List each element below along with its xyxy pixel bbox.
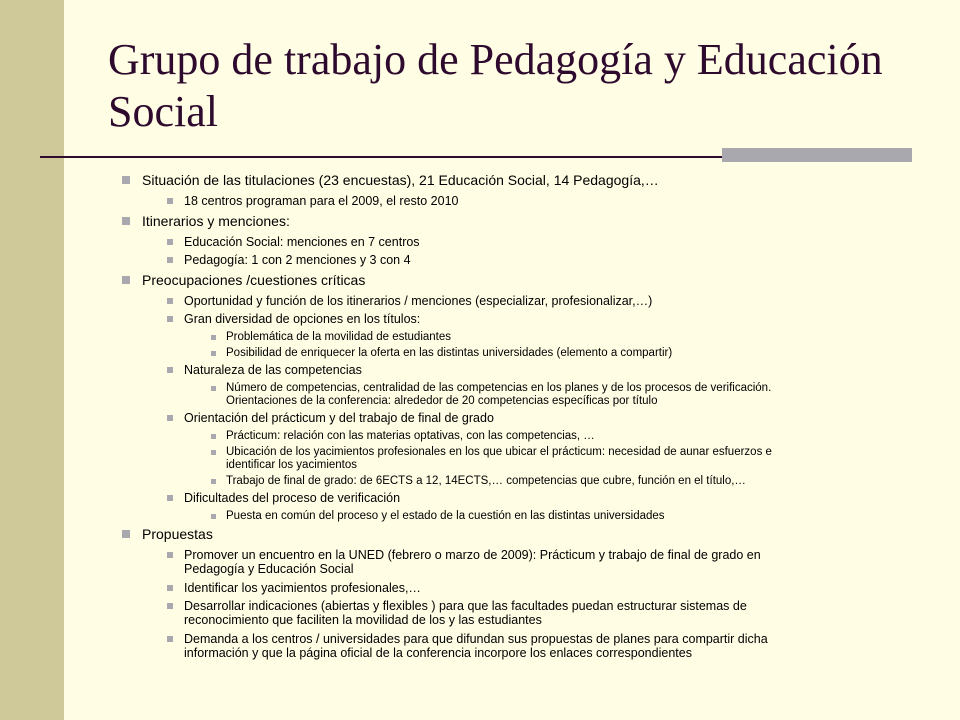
- square-bullet-icon: [122, 176, 130, 184]
- bullet-item-level-2: [184, 548, 900, 576]
- square-bullet-icon: [167, 603, 173, 609]
- left-decorative-band: [0, 0, 64, 720]
- bullet-item-level-2: [184, 491, 900, 505]
- bullet-item-level-3: [226, 475, 900, 488]
- bullet-item-level-1: [142, 172, 900, 188]
- bullet-text: Oportunidad y función de los itinerarios / menciones (especializar, profesionalizar,…): [184, 293, 653, 308]
- square-bullet-icon: [167, 198, 173, 204]
- square-bullet-icon: [167, 298, 173, 304]
- square-bullet-icon: [167, 367, 173, 373]
- square-bullet-icon: [211, 434, 216, 439]
- square-bullet-icon: [167, 239, 173, 245]
- bullet-item-level-3: [226, 331, 900, 344]
- bullet-text: Itinerarios y menciones:: [142, 212, 290, 229]
- bullet-text: Prácticum: relación con las materias optativas, con las competencias, …: [226, 429, 595, 442]
- bullet-text: Propuestas: [142, 526, 213, 543]
- slide-title: Grupo de trabajo de Pedagogía y Educación Social: [108, 35, 883, 136]
- square-bullet-icon: [167, 257, 173, 263]
- bullet-item-level-2: [184, 411, 900, 425]
- bullet-item-level-1: [142, 272, 900, 288]
- bullet-item-level-2: [184, 235, 900, 249]
- bullet-text: 18 centros programan para el 2009, el resto 2010: [184, 194, 459, 208]
- bullet-text: Desarrollar indicaciones (abiertas y flexibles ) para que las facultades puedan estructurar sistemas de reconocimiento que faciliten la movilidad de los y las estudiantes: [184, 599, 747, 628]
- bullet-text: Orientación del prácticum y del trabajo de final de grado: [184, 411, 494, 426]
- square-bullet-icon: [211, 514, 216, 519]
- square-bullet-icon: [167, 316, 173, 322]
- square-bullet-icon: [211, 335, 216, 340]
- bullet-text: Número de competencias, centralidad de las competencias en los planes y de los procesos de verificación. Orientaciones de la conferencia: alrededor de 20 competencias específicas por título: [226, 382, 772, 407]
- square-bullet-icon: [167, 585, 173, 591]
- bullet-item-level-2: [184, 599, 900, 627]
- bullet-text: Pedagogía: 1 con 2 menciones y 3 con 4: [184, 253, 411, 268]
- square-bullet-icon: [167, 636, 173, 642]
- bullet-text: Gran diversidad de opciones en los títulos:: [184, 312, 421, 327]
- bullet-item-level-3: [226, 430, 900, 443]
- bullet-text: Educación Social: menciones en 7 centros: [184, 234, 420, 249]
- bullet-item-level-2: [184, 253, 900, 267]
- bullet-item-level-2: [184, 632, 900, 660]
- bullet-text: Preocupaciones /cuestiones críticas: [142, 271, 366, 288]
- bullet-item-level-3: [226, 446, 900, 472]
- bullet-item-level-1: [142, 213, 900, 229]
- bullet-item-level-3: [226, 510, 900, 523]
- bullet-item-level-1: [142, 526, 900, 542]
- bullet-text: Posibilidad de enriquecer la oferta en las distintas universidades (elemento a compartir): [226, 347, 673, 360]
- bullet-item-level-2: [184, 363, 900, 377]
- bullet-item-level-2: [184, 294, 900, 308]
- bullet-text: Naturaleza de las competencias: [184, 363, 362, 378]
- bullet-text: Situación de las titulaciones (23 encuestas), 21 Educación Social, 14 Pedagogía,…: [142, 172, 659, 188]
- title-accent-bar: [722, 148, 912, 162]
- bullet-item-level-3: [226, 347, 900, 360]
- bullet-text: Problemática de la movilidad de estudiantes: [226, 331, 452, 343]
- square-bullet-icon: [211, 351, 216, 356]
- bullet-text: Promover un encuentro en la UNED (febrero o marzo de 2009): Prácticum y trabajo de final de grado en Pedagogía y Educación Social: [184, 548, 761, 577]
- bullet-text: Demanda a los centros / universidades para que difundan sus propuestas de planes para compartir dicha información y que la página oficial de la conferencia incorpore los enlaces correspondientes: [184, 632, 768, 660]
- square-bullet-icon: [122, 217, 130, 225]
- bullet-item-level-2: [184, 194, 900, 208]
- square-bullet-icon: [167, 495, 173, 501]
- square-bullet-icon: [122, 276, 130, 284]
- bullet-text: Trabajo de final de grado: de 6ECTS a 12, 14ECTS,… competencias que cubre, función en el título,…: [226, 475, 746, 488]
- bullet-item-level-2: [184, 312, 900, 326]
- square-bullet-icon: [167, 552, 173, 558]
- bullet-text: Puesta en común del proceso y el estado de la cuestión en las distintas universidades: [226, 510, 665, 522]
- bullet-text: Identificar los yacimientos profesionales,…: [184, 580, 421, 595]
- square-bullet-icon: [211, 479, 216, 484]
- bullet-text: Ubicación de los yacimientos profesionales en los que ubicar el prácticum: necesidad de aunar esfuerzos e identificar los yacimientos: [226, 446, 772, 471]
- square-bullet-icon: [167, 415, 173, 421]
- square-bullet-icon: [122, 530, 130, 538]
- bullet-text: Dificultades del proceso de verificación: [184, 491, 401, 506]
- square-bullet-icon: [211, 386, 216, 391]
- square-bullet-icon: [211, 450, 216, 455]
- bullet-item-level-2: [184, 581, 900, 595]
- bullet-item-level-3: [226, 382, 900, 408]
